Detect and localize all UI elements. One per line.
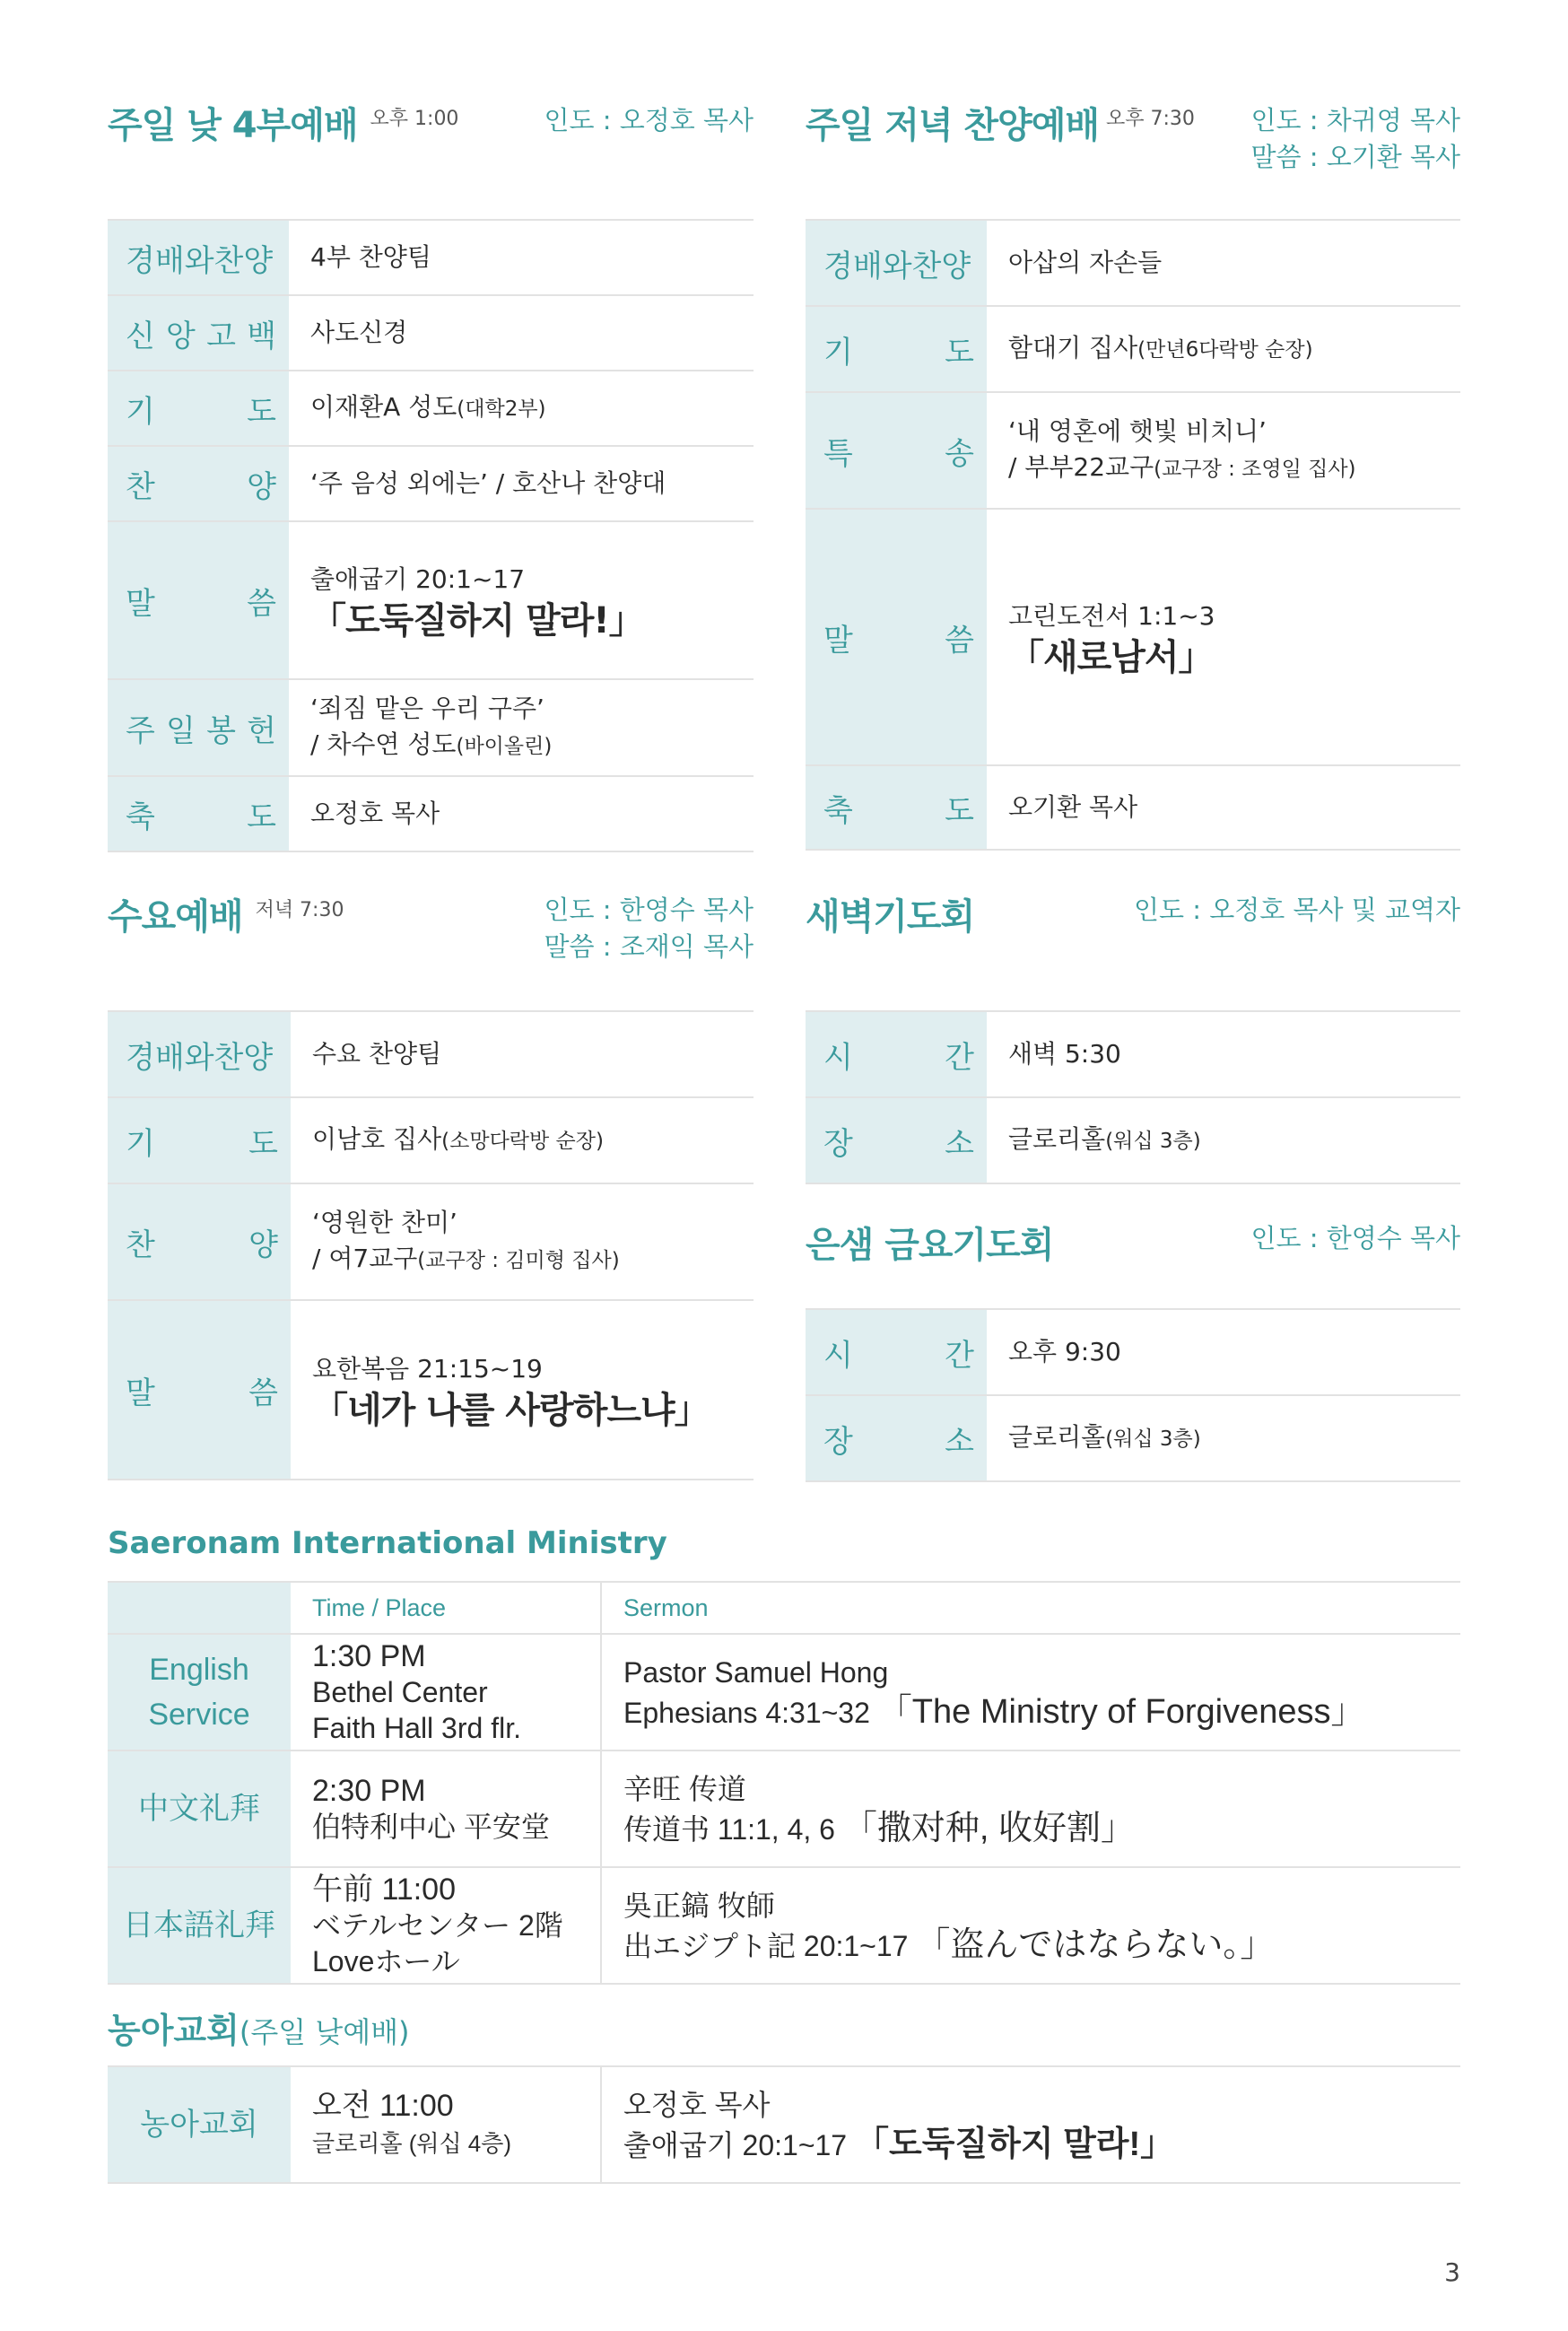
row-label-spaced	[823, 1119, 974, 1163]
section2-heading	[806, 97, 1195, 148]
row-value-main: / 차수연 성도	[310, 729, 457, 759]
header-time-place: Time / Place	[291, 1582, 601, 1634]
row-label	[108, 295, 289, 371]
table-row	[108, 295, 754, 371]
row-label	[806, 306, 987, 392]
row-value	[291, 1183, 754, 1300]
row-label-char: 축	[126, 799, 155, 835]
sermon-title: 「The Ministry of Forgiveness」	[877, 1692, 1365, 1731]
row-value: 오후 9:30	[987, 1309, 1460, 1395]
table-row	[108, 521, 754, 679]
section3-leader-line: 인도 : 한영수 목사	[544, 895, 754, 925]
row-label-char: 찬	[126, 468, 155, 505]
row-label-char: 봉	[206, 712, 236, 749]
row-label-spaced	[126, 1368, 278, 1412]
table-row	[806, 765, 1460, 850]
section2-title: 주일 저녁 찬양예배	[806, 105, 1099, 146]
table-row	[108, 220, 754, 295]
preacher: 오정호 목사	[623, 2088, 771, 2121]
table-header-row	[108, 1582, 1460, 1634]
service-label: 中文礼拜	[108, 1750, 291, 1867]
row-label-char: 도	[945, 334, 974, 371]
scripture-passage: 出エジプト記 20:1~17	[623, 1929, 909, 1962]
service-time-place	[291, 2066, 601, 2183]
sermon-title: 「撒对种, 收好割」	[842, 1809, 1135, 1847]
service-time: 午前 11:00	[312, 1873, 457, 1907]
row-label-char: 고	[206, 318, 236, 354]
table-row	[108, 446, 754, 521]
table-row	[806, 1011, 1460, 1097]
row-label-spaced	[126, 1119, 278, 1163]
row-value-main: 글로리홀	[1008, 1124, 1106, 1154]
row-value-note: (교구장 : 김미형 집사)	[417, 1249, 620, 1272]
row-value: ‘주 음성 외에는’ / 호산나 찬양대	[289, 446, 754, 521]
service-time-place	[291, 1634, 601, 1750]
service-place: 伯特利中心 平安堂	[312, 1811, 550, 1843]
row-label-spaced	[823, 1033, 974, 1077]
table-row	[108, 1867, 1460, 1984]
row-value-line: ‘죄짐 맡은 우리 구주’	[310, 694, 544, 723]
table-row	[108, 1634, 1460, 1750]
row-label-spaced	[823, 1417, 974, 1461]
row-value-line: ‘내 영혼에 햇빛 비치니’	[1008, 416, 1267, 446]
section2-time: 오후 7:30	[1105, 108, 1195, 130]
row-label	[806, 1097, 987, 1183]
table-row	[108, 679, 754, 776]
row-label-char: 양	[247, 468, 276, 505]
row-value-note: (워십 3층)	[1105, 1130, 1201, 1153]
row-label-char: 씀	[248, 1375, 278, 1411]
row-label-char: 앙	[166, 318, 196, 354]
section1-time: 오후 1:00	[370, 108, 459, 130]
row-label: 경배와찬양	[108, 220, 289, 295]
row-value	[987, 1097, 1460, 1183]
row-value	[987, 306, 1460, 392]
section2-leader	[1250, 102, 1460, 176]
row-value-main: / 여7교구	[312, 1244, 418, 1273]
row-value-note: (만년6다락방 순장)	[1137, 338, 1313, 362]
sermon-title: 「네가 나를 사랑하느냐」	[312, 1390, 710, 1431]
row-value-main: / 부부22교구	[1008, 452, 1154, 482]
table-row	[108, 2066, 1460, 2183]
section5-table	[806, 1308, 1460, 1482]
service-sermon	[601, 1867, 1460, 1984]
row-label-char: 장	[823, 1423, 853, 1460]
row-label: 경배와찬양	[108, 1011, 291, 1097]
table-row	[108, 1750, 1460, 1867]
row-label-char: 헌	[247, 712, 276, 749]
row-label	[108, 521, 289, 679]
row-label	[806, 509, 987, 765]
row-value-main: 이재환A 성도	[310, 392, 457, 422]
row-label-char: 기	[126, 393, 155, 430]
row-label	[108, 1300, 291, 1480]
row-value	[987, 509, 1460, 765]
row-label-spaced	[126, 387, 276, 431]
row-label-char: 도	[247, 799, 276, 835]
table-row	[806, 509, 1460, 765]
scripture-passage: 传道书 11:1, 4, 6	[623, 1812, 835, 1846]
row-label-spaced	[126, 1220, 278, 1264]
international-ministry-title: Saeronam International Ministry	[108, 1525, 667, 1561]
row-label-spaced	[126, 792, 276, 836]
scripture-passage: 출애굽기 20:1~17	[310, 564, 526, 594]
scripture-passage: 요한복음 21:15~19	[312, 1354, 543, 1384]
service-label: 농아교회	[108, 2066, 291, 2183]
row-label-char: 특	[823, 435, 853, 472]
service-time: 1:30 PM	[312, 1639, 426, 1673]
service-time-place	[291, 1867, 601, 1984]
row-label-char: 찬	[126, 1227, 155, 1263]
row-label-spaced	[823, 429, 974, 473]
row-label-char: 도	[248, 1125, 278, 1162]
row-label	[108, 1183, 291, 1300]
row-value-note: (교구장 : 조영일 집사)	[1154, 458, 1356, 481]
table-row	[806, 220, 1460, 306]
row-label-char: 도	[247, 393, 276, 430]
service-sermon	[601, 1750, 1460, 1867]
row-value: 오기환 목사	[987, 765, 1460, 850]
row-value: 아삽의 자손들	[987, 220, 1460, 306]
table-row	[806, 1097, 1460, 1183]
sermon-title: 「새로남서」	[1008, 637, 1214, 678]
section5-title: 은샘 금요기도회	[806, 1225, 1054, 1266]
row-value: 4부 찬양팀	[289, 220, 754, 295]
section4-leader: 인도 : 오정호 목사 및 교역자	[1133, 895, 1460, 925]
row-label-char: 간	[945, 1337, 974, 1374]
row-value	[291, 1097, 754, 1183]
section1-leader: 인도 : 오정호 목사	[544, 105, 754, 135]
row-label-char: 송	[945, 435, 974, 472]
row-value	[289, 679, 754, 776]
row-label-char: 씀	[247, 585, 276, 622]
service-place-detail: Faith Hall 3rd flr.	[312, 1712, 521, 1744]
section3-heading	[108, 888, 344, 939]
page-number: 3	[1444, 2257, 1460, 2287]
row-value: 오정호 목사	[289, 776, 754, 851]
row-value-note: (바이올린)	[456, 735, 553, 758]
section1-heading	[108, 97, 458, 148]
service-time-place	[291, 1750, 601, 1867]
row-label	[108, 776, 289, 851]
deaf-church-heading	[108, 2003, 410, 2052]
row-label	[806, 1395, 987, 1481]
scripture-passage: Ephesians 4:31~32	[623, 1696, 870, 1729]
row-value-main: 글로리홀	[1008, 1422, 1106, 1452]
row-value	[291, 1300, 754, 1480]
row-value-note: (대학2부)	[457, 397, 546, 421]
table-row	[108, 1097, 754, 1183]
row-label-char: 도	[945, 792, 974, 829]
international-ministry-table	[108, 1581, 1460, 1985]
row-value	[987, 392, 1460, 509]
row-label-char: 일	[166, 712, 196, 749]
row-label-char: 주	[126, 712, 155, 749]
table-row	[108, 1300, 754, 1480]
row-label	[108, 1097, 291, 1183]
row-label-char: 소	[945, 1423, 974, 1460]
table-row	[806, 1395, 1460, 1481]
row-label-char: 축	[823, 792, 853, 829]
row-value	[987, 1395, 1460, 1481]
service-time: 2:30 PM	[312, 1774, 426, 1808]
section2-table	[806, 219, 1460, 851]
scripture-passage: 출애굽기 20:1~17	[623, 2128, 848, 2161]
service-place: Bethel Center	[312, 1676, 488, 1708]
row-label-spaced	[823, 786, 974, 830]
section1-title: 주일 낮 4부예배	[108, 105, 358, 146]
service-sermon	[601, 2066, 1460, 2183]
row-label-char: 기	[823, 334, 853, 371]
scripture-passage: 고린도전서 1:1~3	[1008, 601, 1215, 631]
section2-preacher-line: 말씀 : 오기환 목사	[1250, 142, 1460, 172]
row-label-char: 시	[823, 1039, 853, 1076]
row-value-main: 함대기 집사	[1008, 333, 1138, 362]
service-sermon	[601, 1634, 1460, 1750]
row-label-spaced	[126, 311, 276, 355]
section1-table	[108, 219, 754, 852]
table-row	[108, 1011, 754, 1097]
row-label	[108, 371, 289, 446]
row-label-char: 말	[126, 585, 155, 622]
row-label-char: 시	[823, 1337, 853, 1374]
table-row	[108, 1183, 754, 1300]
row-label-char: 간	[945, 1039, 974, 1076]
header-sermon: Sermon	[601, 1582, 1460, 1634]
row-label	[806, 1309, 987, 1395]
preacher: Pastor Samuel Hong	[623, 1655, 889, 1689]
row-label-spaced	[823, 327, 974, 371]
sermon-title: 「도둑질하지 말라!」	[855, 2125, 1175, 2163]
table-row	[806, 1309, 1460, 1395]
deaf-church-table	[108, 2065, 1460, 2184]
section3-time: 저녁 7:30	[255, 899, 344, 921]
section4-table	[806, 1010, 1460, 1184]
row-label-spaced	[126, 706, 276, 750]
section5-heading	[806, 1217, 1053, 1268]
row-label: 경배와찬양	[806, 220, 987, 306]
deaf-church-title: 농아교회	[108, 2011, 240, 2050]
row-value-main: 이남호 집사	[312, 1124, 442, 1154]
service-time: 오전 11:00	[312, 2089, 454, 2123]
row-label	[108, 446, 289, 521]
row-label	[806, 392, 987, 509]
service-label: English Service	[108, 1634, 291, 1750]
preacher: 辛旺 传道	[623, 1772, 746, 1805]
row-label-spaced	[823, 615, 974, 659]
row-value	[289, 521, 754, 679]
section4-heading	[806, 888, 974, 939]
table-row	[108, 371, 754, 446]
row-label-char: 신	[126, 318, 155, 354]
service-place-detail: Loveホール	[312, 1945, 460, 1977]
row-label-char: 말	[823, 622, 853, 659]
row-label-spaced	[823, 1331, 974, 1375]
row-label-char: 백	[247, 318, 276, 354]
header-blank	[108, 1582, 291, 1634]
row-label	[806, 1011, 987, 1097]
row-label-char: 기	[126, 1125, 155, 1162]
row-label-char: 말	[126, 1375, 155, 1411]
service-place: ベテルセンター 2階	[312, 1909, 563, 1942]
section3-table	[108, 1010, 754, 1480]
row-value: 수요 찬양팀	[291, 1011, 754, 1097]
section3-preacher-line: 말씀 : 조재익 목사	[544, 931, 754, 962]
deaf-church-subtitle: (주일 낮예배)	[239, 2015, 410, 2049]
row-value-note: (워십 3층)	[1105, 1427, 1201, 1451]
row-value: 새벽 5:30	[987, 1011, 1460, 1097]
section3-leader	[544, 892, 754, 965]
table-row	[806, 392, 1460, 509]
row-value-line: ‘영원한 찬미’	[312, 1208, 457, 1237]
row-value: 사도신경	[289, 295, 754, 371]
service-label: 日本語礼拜	[108, 1867, 291, 1984]
section3-title: 수요예배	[108, 896, 243, 938]
table-row	[806, 306, 1460, 392]
row-label	[806, 765, 987, 850]
row-label-char: 씀	[945, 622, 974, 659]
row-label-spaced	[126, 579, 276, 623]
row-label-spaced	[126, 462, 276, 506]
sermon-title: 「도둑질하지 말라!」	[310, 600, 644, 642]
row-label-char: 장	[823, 1125, 853, 1162]
section5-leader: 인도 : 한영수 목사	[1250, 1223, 1460, 1253]
row-label-char: 양	[248, 1227, 278, 1263]
preacher: 吳正鎬 牧師	[623, 1889, 775, 1922]
section4-title: 새벽기도회	[806, 896, 975, 938]
row-value-note: (소망다락방 순장)	[441, 1130, 604, 1153]
sermon-title: 「盗んではならない。」	[916, 1925, 1275, 1964]
table-row	[108, 776, 754, 851]
row-label-char: 소	[945, 1125, 974, 1162]
row-value	[289, 371, 754, 446]
section2-leader-line: 인도 : 차귀영 목사	[1250, 105, 1460, 135]
service-place: 글로리홀 (워십 4층)	[312, 2130, 512, 2157]
row-label	[108, 679, 289, 776]
